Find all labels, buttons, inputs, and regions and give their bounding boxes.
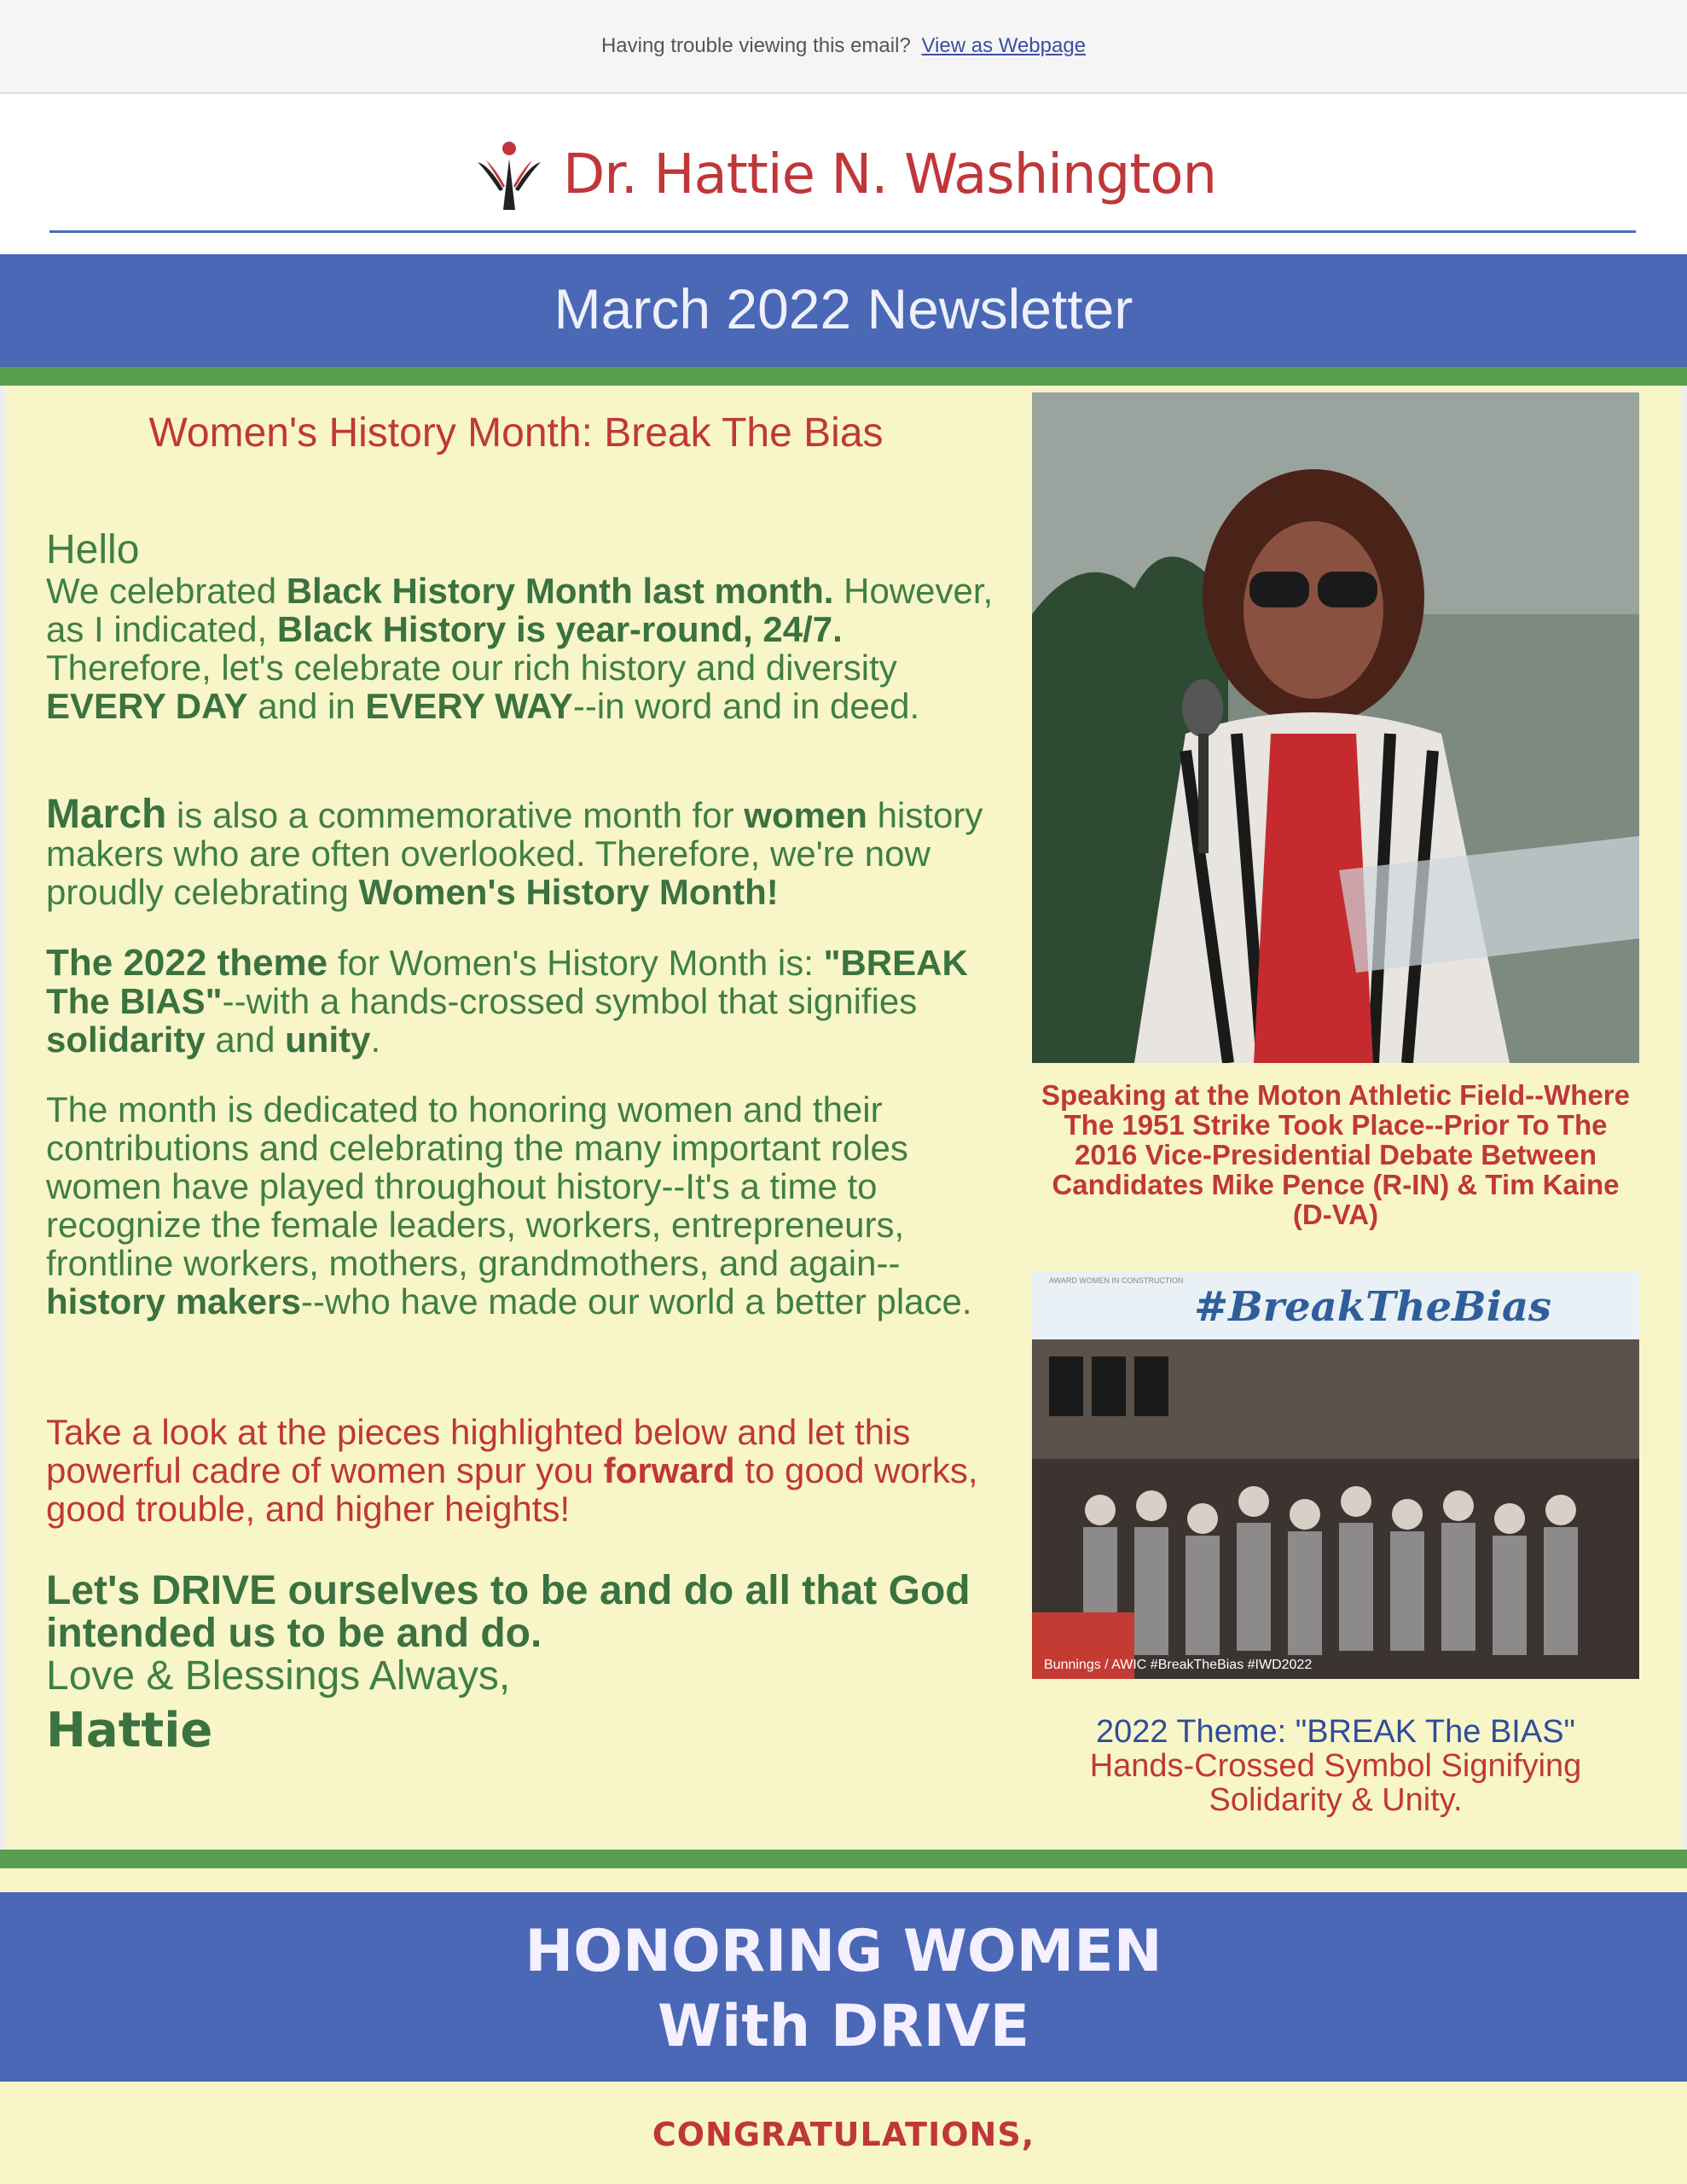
speaker-photo-caption: Speaking at the Moton Athletic Field--Where The 1951 Strike Took Place--Prior To The 2016 Vice-Presidential Debate Between Candidates Mike Pence (R-IN) & Tim Kaine (D-VA)	[1041, 1079, 1630, 1230]
honoring-women-banner	[0, 1892, 1687, 2082]
hashtag-text: #BreakTheBias	[1194, 1283, 1552, 1331]
spacer-strip	[0, 1868, 1687, 1892]
highlight-paragraph	[46, 1413, 1001, 1528]
award-label: AWARD WOMEN IN CONSTRUCTION	[1049, 1276, 1184, 1285]
intro-text: However, as I indicated,	[46, 571, 994, 649]
march-paragraph	[46, 792, 1001, 912]
march-emphasis: women	[744, 795, 867, 835]
honoring-title-line2: With DRIVE	[657, 1993, 1030, 2060]
logo-divider	[49, 230, 1636, 233]
newsletter-title: March 2022 Newsletter	[554, 277, 1133, 340]
greeting: Hello	[46, 527, 140, 572]
theme-emphasis: unity	[285, 1019, 371, 1060]
newsletter-title-banner	[0, 254, 1687, 367]
intro-text: Therefore, let's celebrate our rich history and diversity	[46, 648, 897, 688]
march-emphasis: Women's History Month!	[358, 872, 779, 912]
intro-text: --in word and in deed.	[572, 686, 920, 726]
theme-emphasis: solidarity	[46, 1019, 206, 1060]
theme-text: --with a hands-crossed symbol that signifies	[222, 981, 918, 1021]
trouble-viewing-text: Having trouble viewing this email?	[600, 34, 911, 57]
logo-mark-icon	[471, 136, 548, 213]
intro-text: We celebrated	[46, 571, 287, 611]
theme-emphasis: The 2022 theme	[46, 942, 328, 984]
highlight-text: Take a look at the pieces highlighted below and let this powerful cadre of women spur you	[46, 1412, 911, 1490]
logo-brand-name: Dr. Hattie N. Washington	[562, 143, 1217, 206]
logo-header	[0, 136, 1687, 222]
green-divider-top	[0, 367, 1687, 386]
theme-text: for Women's History Month is:	[328, 943, 824, 983]
march-emphasis: March	[46, 792, 167, 837]
march-text: history makers who are often overlooked. Therefore, we're now proudly celebrating	[46, 795, 983, 912]
logo[interactable]	[471, 136, 1216, 213]
dedication-paragraph	[46, 1090, 1001, 1321]
march-text: is also a commemorative month for	[166, 795, 745, 835]
dedication-text: --who have made our world a better place.	[300, 1281, 972, 1321]
theme-paragraph	[46, 944, 1001, 1059]
signature: Hattie	[46, 1703, 213, 1758]
break-the-bias-photo[interactable]	[1032, 1271, 1639, 1679]
congratulations-section	[0, 2082, 1687, 2184]
intro-emphasis: Black History Month last month.	[286, 571, 834, 611]
closing-emphasis: Let's DRIVE ourselves to be and do all that God intended us to be and do.	[46, 1568, 971, 1656]
honoring-title-line1: HONORING WOMEN	[525, 1918, 1162, 1985]
photo-credit: Bunnings / AWIC #BreakTheBias #IWD2022	[1044, 1658, 1313, 1672]
email-preheader-bar	[0, 0, 1687, 94]
highlight-emphasis: forward	[603, 1450, 735, 1490]
intro-text: and in	[247, 686, 366, 726]
theme-photo-caption	[1032, 1715, 1639, 1817]
view-as-webpage-link[interactable]: View as Webpage	[921, 34, 1087, 57]
green-divider-bottom	[0, 1850, 1687, 1868]
highlight-text: to good works, good trouble, and higher heights!	[46, 1450, 978, 1529]
theme-text: .	[370, 1019, 381, 1060]
theme-caption-text: Hands-Crossed Symbol Signifying Solidarity & Unity.	[1089, 1748, 1582, 1818]
speaker-photo-illustration	[1032, 392, 1639, 1063]
intro-emphasis: Black History is year-round, 24/7.	[276, 609, 843, 649]
speaker-photo[interactable]	[1032, 392, 1639, 1063]
theme-name: "BREAK The BIAS"	[46, 943, 968, 1021]
dedication-text: The month is dedicated to honoring women and their contributions and celebrating the many important roles women have played throughout history--It's a time to recognize the female leaders, workers, entrepreneurs, frontline workers, mothers, grandmothers, and again--	[46, 1089, 908, 1283]
article-title: Women's History Month: Break The Bias	[148, 410, 884, 456]
dedication-emphasis: history makers	[46, 1281, 301, 1321]
closing-text: Love & Blessings Always,	[46, 1653, 511, 1699]
theme-text: and	[205, 1019, 286, 1060]
intro-emphasis: EVERY WAY	[365, 686, 573, 726]
closing-paragraph	[46, 1570, 1001, 1698]
intro-paragraph	[46, 529, 1001, 725]
theme-caption-title: 2022 Theme: "BREAK The BIAS"	[1095, 1714, 1576, 1750]
intro-emphasis: EVERY DAY	[46, 686, 248, 726]
break-the-bias-illustration	[1032, 1271, 1639, 1679]
congratulations-heading: CONGRATULATIONS,	[652, 2116, 1035, 2153]
